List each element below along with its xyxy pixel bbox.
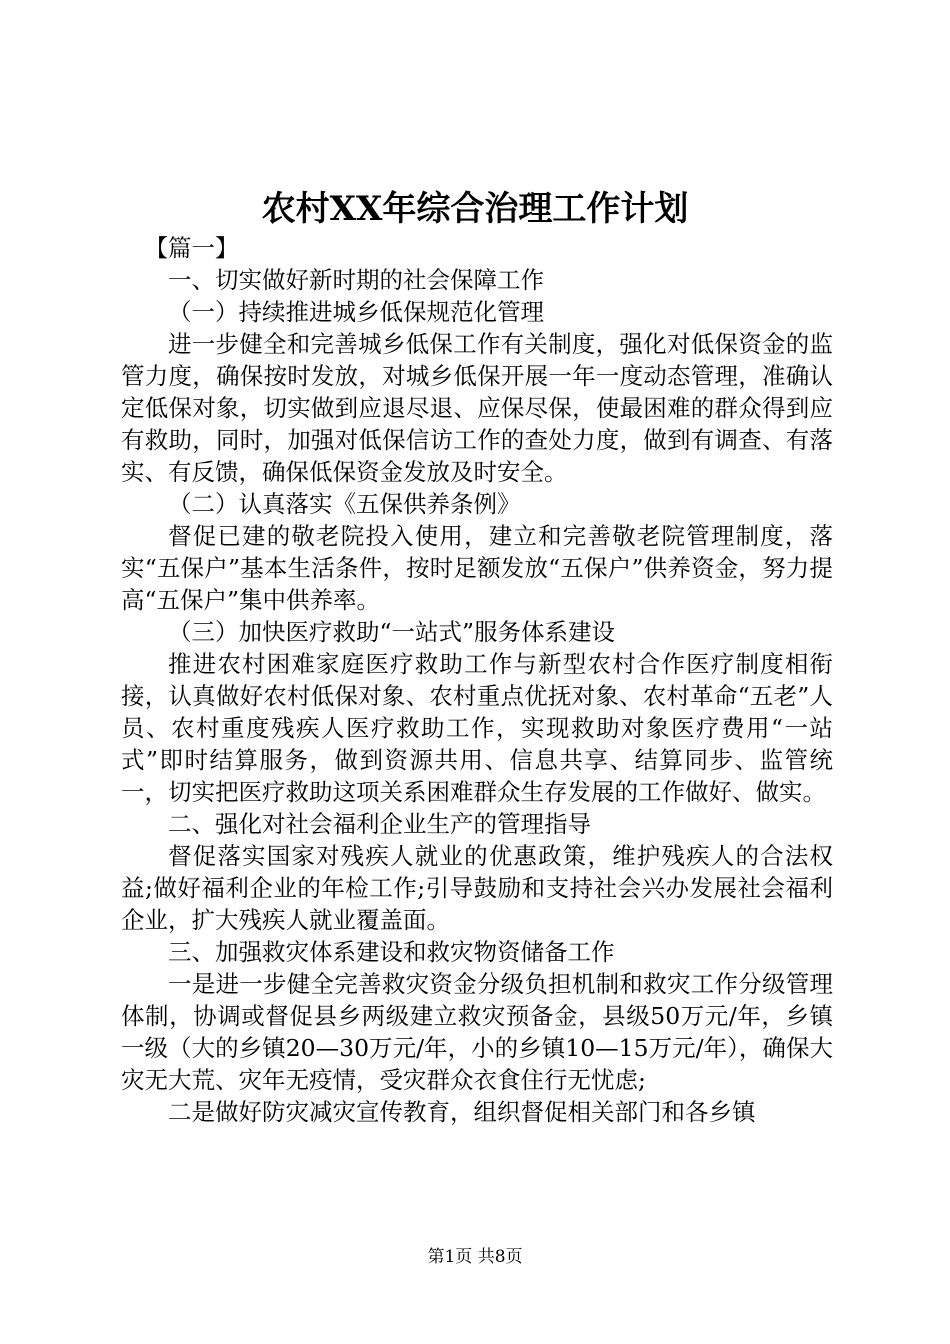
- heading-section-1: 一、切实做好新时期的社会保障工作: [168, 266, 544, 294]
- heading-section-3: 三、加强救灾体系建设和救灾物资储备工作: [168, 938, 615, 966]
- paragraph-1-2: 督促已建的敬老院投入使用，建立和完善敬老院管理制度，落实“五保户”基本生活条件，按时足额发放“五保户”供养资金，努力提高“五保户”集中供养率。: [121, 522, 833, 614]
- paragraph-3-1: 一是进一步健全完善救灾资金分级负担机制和救灾工作分级管理体制，协调或督促县乡两级建立救灾预备金，县级50万元/年，乡镇一级（大的乡镇20—30万元/年，小的乡镇10—15万元/年），确保大灾无大荒、灾年无疫情，受灾群众衣食住行无忧虑;: [121, 970, 833, 1094]
- paragraph-1-3: 推进农村困难家庭医疗救助工作与新型农村合作医疗制度相衔接，认真做好农村低保对象、农村重点优抚对象、农村革命“五老”人员、农村重度残疾人医疗救助工作，实现救助对象医疗费用“一站式”即时结算服务，做到资源共用、信息共享、结算同步、监管统一，切实把医疗救助这项关系困难群众生存发展的工作做好、做实。: [121, 650, 833, 806]
- paragraph-1-1: 进一步健全和完善城乡低保工作有关制度，强化对低保资金的监管力度，确保按时发放，对城乡低保开展一年一度动态管理，准确认定低保对象，切实做到应退尽退、应保尽保，使最困难的群众得到应有救助，同时，加强对低保信访工作的查处力度，做到有调查、有落实、有反馈，确保低保资金发放及时安全。: [121, 330, 833, 486]
- document-title: 农村XX年综合治理工作计划: [261, 189, 689, 229]
- subheading-1-2: （二）认真落实《五保供养条例》: [168, 490, 521, 518]
- page-number: 第1页 共8页: [427, 1247, 523, 1267]
- subheading-1-1: （一）持续推进城乡低保规范化管理: [168, 298, 544, 326]
- document-body: [121, 232, 833, 1128]
- heading-section-2: 二、强化对社会福利企业生产的管理指导: [168, 810, 591, 838]
- subheading-1-3: （三）加快医疗救助“一站式”服务体系建设: [168, 618, 616, 646]
- section-label: 【篇一】: [144, 234, 239, 262]
- paragraph-3-2: 二是做好防灾减灾宣传教育，组织督促相关部门和各乡镇: [168, 1098, 756, 1126]
- paragraph-2: 督促落实国家对残疾人就业的优惠政策，维护残疾人的合法权益;做好福利企业的年检工作;引导鼓励和支持社会兴办发展社会福利企业，扩大残疾人就业覆盖面。: [121, 842, 833, 934]
